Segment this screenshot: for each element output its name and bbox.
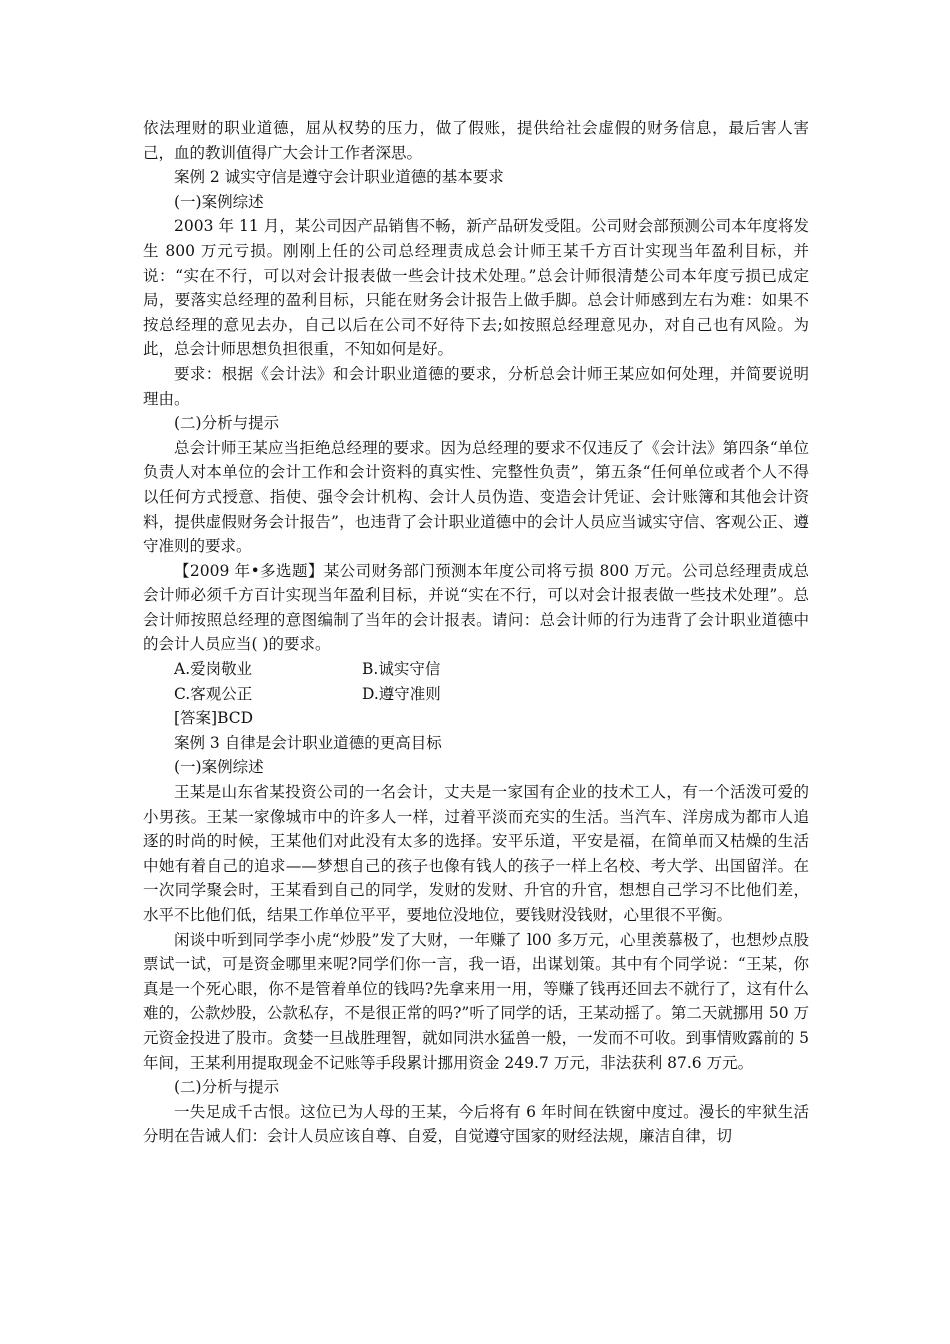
case-3-summary-text: 王某是山东省某投资公司的一名会计，丈夫是一家国有企业的技术工人，有一个活泼可爱的小男孩。王某一家像城市中的许多人一样，过着平淡而充实的生活。当汽车、洋房成为都市人追逐的时尚的时候，王某他们对此没有太多的选择。安平乐道，平安是福，在简单而又枯燥的生活中她有着自己的追求——梦想自己的孩子也像有钱人的孩子一样上名校、考大学、出国留洋。在一次同学聚会时，王某看到自己的同学，发财的发财、升官的升官，想想自己学习不比他们差，水平不比他们低，结果工作单位平平，要地位没地位，要钱财没钱财，心里很不平衡。 <box>143 783 809 924</box>
exam-question: 【2009 年•多选题】某公司财务部门预测本年度公司将亏损 800 万元。公司总经理责成总会计师必须千方百计实现当年盈利目标，并说“实在不行，可以对会计报表做一些技术处理”。总会计师按照总经理的意图编制了当年的会计报表。请问：总会计师的行为违背了会计职业道德中的会计人员应当( )的要求。 <box>143 561 809 654</box>
case-3-story-text: 闲谈中听到同学李小虎“炒股”发了大财，一年赚了 l00 多万元，心里羡慕极了，也想炒点股票试一试，可是资金哪里来呢?同学们你一言，我一语，出谋划策。其中有个同学说：“王某，你真是一个死心眼，你不是管着单位的钱吗?先拿来用一用，等赚了钱再还回去不就行了，这有什么难的，公款炒股，公款私存，不是很正常的吗?”听了同学的话，王某动摇了。第二天就挪用 50 万元资金投进了股市。贪婪一旦战胜理智，就如同洪水猛兽一般，一发而不可收。到事情败露前的 5 年间，王某利用提取现金不记账等手段累计挪用资金 249.7 万元，非法获利 87.6 万元。 <box>143 930 809 1072</box>
case-2-heading: 案例 2 诚实守信是遵守会计职业道德的基本要求 <box>174 168 504 187</box>
case-2-analysis-heading: (二)分析与提示 <box>174 414 280 433</box>
case-3-analysis-heading: (二)分析与提示 <box>174 1078 280 1097</box>
option-a: A.爱岗敬业 <box>174 660 253 679</box>
document-page <box>143 116 809 1149</box>
case-2-requirement: 要求：根据《会计法》和会计职业道德的要求，分析总会计师王某应如何处理，并简要说明理由。 <box>143 364 809 408</box>
case-2-analysis-text: 总会计师王某应当拒绝总经理的要求。因为总经理的要求不仅违反了《会计法》第四条“单位负责人对本单位的会计工作和会计资料的真实性、完整性负责”，第五条“任何单位或者个人不得以任何方式授意、指使、强令会计机构、会计人员伪造、变造会计凭证、会计账簿和其他会计资料，提供虚假财务会计报告”，也违背了会计职业道德中的会计人员应当诚实守信、客观公正、遵守准则的要求。 <box>143 438 809 556</box>
case-3-heading: 案例 3 自律是会计职业道德的更高目标 <box>174 733 442 752</box>
case-2-summary-heading: (一)案例综述 <box>174 192 264 211</box>
answer-options <box>143 657 809 706</box>
option-d: D.遵守准则 <box>362 684 441 703</box>
case-2-summary-text: 2003 年 11 月，某公司因产品销售不畅，新产品研发受阻。公司财会部预测公司本年度将发生 800 万元亏损。刚刚上任的公司总经理责成总会计师王某千方百计实现当年盈利目标，并说：“实在不行，可以对会计报表做一些会计技术处理。”总会计师很清楚公司本年度亏损已成定局，要落实总经理的盈利目标，只能在财务会计报告上做手脚。总会计师感到左右为难：如果不按总经理的意见去办，自己以后在公司不好待下去;如按照总经理意见办，对自己也有风险。为此，总会计师思想负担很重，不知如何是好。 <box>143 217 809 359</box>
option-b: B.诚实守信 <box>362 660 441 679</box>
paragraph-continuation: 依法理财的职业道德，屈从权势的压力，做了假账，提供给社会虚假的财务信息，最后害人害己，血的教训值得广大会计工作者深思。 <box>143 119 809 162</box>
option-c: C.客观公正 <box>174 684 253 703</box>
case-3-analysis-text: 一失足成千古恨。这位已为人母的王某，今后将有 6 年时间在铁窗中度过。漫长的牢狱生活分明在告诫人们：会计人员应该自尊、自爱，自觉遵守国家的财经法规，廉洁自律，切 <box>143 1102 809 1146</box>
answer-line: [答案]BCD <box>174 709 254 728</box>
case-3-summary-heading: (一)案例综述 <box>174 758 264 777</box>
